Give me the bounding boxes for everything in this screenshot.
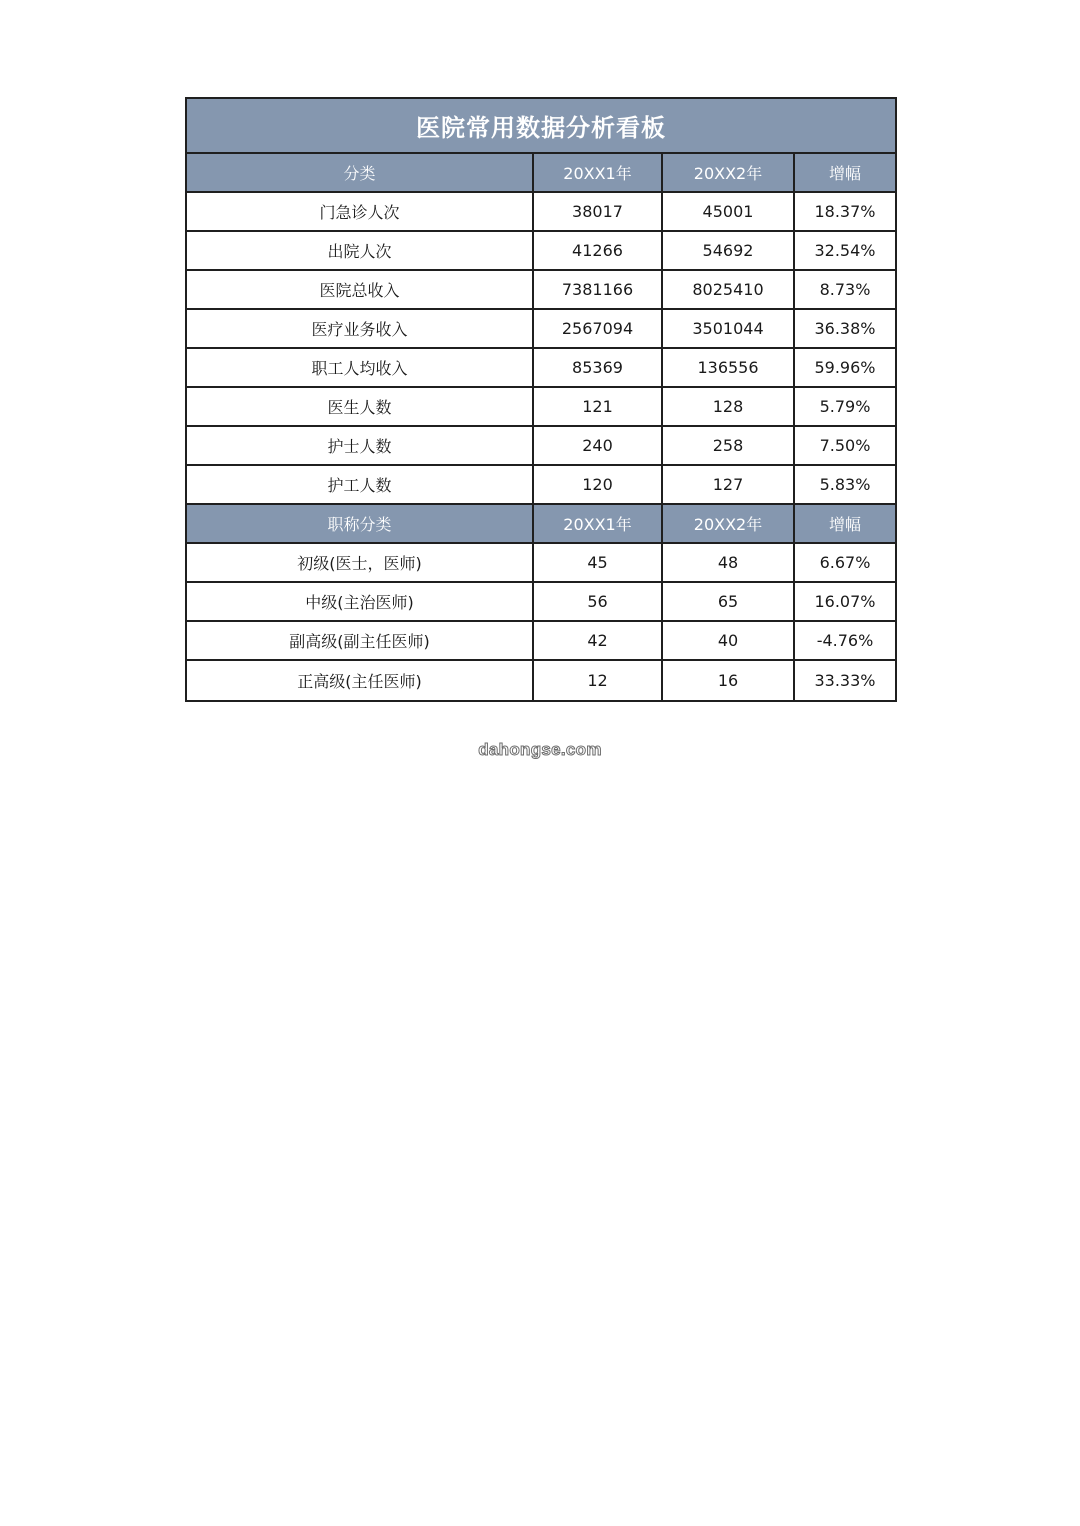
header-year-2: 20XX2年 [663,154,795,193]
row-value-year-1: 41266 [534,232,663,271]
row-value-year-2: 40 [663,622,795,661]
row-growth: 36.38% [795,310,895,349]
table-title: 医院常用数据分析看板 [187,99,895,154]
row-value-year-2: 48 [663,544,795,583]
row-growth: 8.73% [795,271,895,310]
row-growth: 5.79% [795,388,895,427]
header-category: 分类 [187,154,534,193]
row-label: 门急诊人次 [187,193,534,232]
section-2-header [187,505,895,544]
header-growth: 增幅 [795,154,895,193]
row-value-year-2: 16 [663,661,795,700]
row-label: 医生人数 [187,388,534,427]
section-2-last-row [187,661,895,700]
section-1-rows [187,193,895,505]
row-value-year-1: 121 [534,388,663,427]
header-title-category: 职称分类 [187,505,534,544]
row-label: 出院人次 [187,232,534,271]
row-value-year-1: 38017 [534,193,663,232]
section-2-rows [187,544,895,661]
row-label: 中级(主治医师) [187,583,534,622]
row-value-year-1: 12 [534,661,663,700]
header-growth: 增幅 [795,505,895,544]
row-label: 副高级(副主任医师) [187,622,534,661]
row-label: 护士人数 [187,427,534,466]
header-year-2: 20XX2年 [663,505,795,544]
row-value-year-1: 240 [534,427,663,466]
row-label: 职工人均收入 [187,349,534,388]
row-value-year-1: 56 [534,583,663,622]
row-growth: 7.50% [795,427,895,466]
row-growth: 32.54% [795,232,895,271]
row-value-year-2: 136556 [663,349,795,388]
row-value-year-2: 127 [663,466,795,505]
row-growth: 5.83% [795,466,895,505]
row-value-year-2: 65 [663,583,795,622]
row-value-year-1: 7381166 [534,271,663,310]
row-value-year-2: 258 [663,427,795,466]
row-growth: 16.07% [795,583,895,622]
row-growth: 33.33% [814,671,876,690]
row-value-year-1: 120 [534,466,663,505]
row-value-year-1: 85369 [534,349,663,388]
row-growth: 59.96% [795,349,895,388]
row-growth: 6.67% [795,544,895,583]
row-value-year-1: 2567094 [534,310,663,349]
row-label: 初级(医士，医师) [187,544,534,583]
row-value-year-2: 8025410 [663,271,795,310]
row-growth: 18.37% [795,193,895,232]
row-value-year-2: 45001 [663,193,795,232]
row-label: 医院总收入 [187,271,534,310]
row-label: 医疗业务收入 [187,310,534,349]
watermark-text: dahongse.com [478,740,602,759]
row-label: 正高级(主任医师) [187,661,534,700]
header-year-1: 20XX1年 [534,154,663,193]
section-1-header [187,154,895,193]
row-value-year-2: 3501044 [663,310,795,349]
header-year-1: 20XX1年 [534,505,663,544]
row-value-year-1: 42 [534,622,663,661]
row-label: 护工人数 [187,466,534,505]
row-value-year-2: 54692 [663,232,795,271]
dashboard-table [185,97,897,702]
row-growth: -4.76% [795,622,895,661]
row-value-year-2: 128 [663,388,795,427]
row-value-year-1: 45 [534,544,663,583]
